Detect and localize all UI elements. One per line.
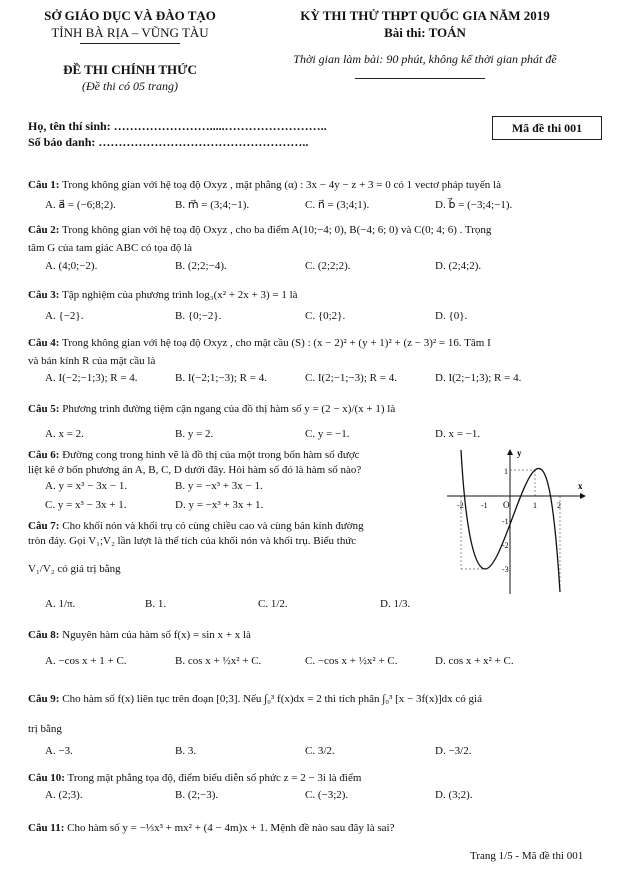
x-axis-label: x [578, 481, 583, 491]
question-text-cont: trị bằng [28, 723, 62, 735]
question-text: Nguyên hàm của hàm số f(x) = sin x + x là [62, 629, 251, 641]
exam-code-box [492, 116, 602, 140]
question-label: Câu 5: [28, 403, 60, 415]
subject-label: Bài thi: TOÁN [384, 25, 466, 40]
option[interactable]: B. I(−2;1;−3); R = 4. [175, 372, 267, 384]
province-name: TỈNH BÀ RỊA – VŨNG TÀU [51, 25, 209, 40]
question-text-cont: tròn đáy. Gọi V₁;V₂ lần lượt là thể tích của khối nón và khối trụ. Biểu thức [28, 535, 357, 547]
question-text: Trong mặt phẳng tọa độ, điểm biểu diễn số phức z = 2 − 3i là điểm [67, 772, 362, 784]
option[interactable]: C. I(2;−1;−3); R = 4. [305, 372, 397, 384]
option[interactable]: A. I(−2;−1;3); R = 4. [45, 372, 138, 384]
tick-label: -2 [457, 501, 464, 510]
question-7 [28, 519, 364, 533]
question-6 [28, 448, 360, 462]
tick-label: -1 [502, 517, 509, 526]
question-2 [28, 223, 491, 237]
question-label: Câu 9: [28, 693, 60, 705]
option[interactable]: D. x = −1. [435, 428, 481, 440]
tick-label: 2 [557, 501, 561, 510]
question-text: Phương trình đường tiệm cận ngang của đồ thị hàm số y = (2 − x)/(x + 1) là [62, 403, 396, 415]
option[interactable]: A. −3. [45, 745, 73, 757]
option[interactable]: D. cos x + x² + C. [435, 655, 514, 667]
option[interactable]: C. 1/2. [258, 598, 288, 610]
question-text: Trong không gian với hệ toạ độ Oxyz , mặt phẳng (α) : 3x − 4y − z + 3 = 0 có 1 vectơ pháp tuyến là [62, 179, 501, 191]
tick-label: -2 [502, 541, 509, 550]
option[interactable]: D. (2;4;2). [435, 260, 482, 272]
option[interactable]: D. 1/3. [380, 598, 411, 610]
question-label: Câu 1: [28, 179, 60, 191]
question-text: Cho hàm số f(x) liên tục trên đoạn [0;3]. Nếu ∫₀³ f(x)dx = 2 thì tích phân ∫₀³ [x − 3f(x)]dx có giá [62, 693, 482, 705]
option[interactable]: C. (2;2;2). [305, 260, 351, 272]
option[interactable]: A. (2;3). [45, 789, 83, 801]
option[interactable]: C. {0;2}. [305, 310, 346, 322]
question-11 [28, 821, 394, 835]
question-text-cont: và bán kính R của mặt cầu là [28, 355, 156, 367]
option[interactable]: C. n⃗ = (3;4;1). [305, 199, 370, 211]
tick-label: -3 [502, 565, 509, 574]
option[interactable]: C. y = x³ − 3x + 1. [45, 499, 127, 511]
question-text: Tập nghiệm của phương trình log₃(x² + 2x + 3) = 1 là [62, 289, 298, 301]
option[interactable]: A. a⃗ = (−6;8;2). [45, 199, 116, 211]
department-name: SỞ GIÁO DỤC VÀ ĐÀO TẠO [44, 8, 216, 23]
question-text-cont: V₁/V₂ có giá trị bằng [28, 563, 121, 575]
tick-label: O [503, 500, 510, 510]
student-name-field: Họ, tên thí sinh: …………………….....…………………….. [28, 119, 327, 133]
question-8 [28, 628, 251, 642]
option[interactable]: D. I(2;−1;3); R = 4. [435, 372, 522, 384]
question-text-cont: tâm G của tam giác ABC có tọa độ là [28, 242, 193, 254]
question-text: Cho khối nón và khối trụ có cùng chiều cao và cùng bán kính đường [62, 520, 364, 532]
question-text-cont: liệt kê ở bốn phương án A, B, C, D dưới đây. Hỏi hàm số đó là hàm số nào? [28, 464, 362, 476]
option[interactable]: C. 3/2. [305, 745, 335, 757]
option[interactable]: B. (2;2;−4). [175, 260, 227, 272]
option[interactable]: C. −cos x + ½x² + C. [305, 655, 398, 667]
option[interactable]: B. y = 2. [175, 428, 214, 440]
option[interactable]: A. {−2}. [45, 310, 84, 322]
tick-label: 1 [533, 501, 537, 510]
option[interactable]: B. cos x + ½x² + C. [175, 655, 262, 667]
question-3 [28, 288, 298, 302]
option[interactable]: B. (2;−3). [175, 789, 219, 801]
option[interactable]: A. 1/π. [45, 598, 76, 610]
option[interactable]: A. x = 2. [45, 428, 84, 440]
exam-code: Mã đề thi 001 [511, 121, 583, 135]
option[interactable]: D. y = −x³ + 3x + 1. [175, 499, 264, 511]
cubic-graph [445, 442, 595, 597]
question-5 [28, 402, 395, 416]
option[interactable]: C. y = −1. [305, 428, 350, 440]
option[interactable]: B. 1. [145, 598, 167, 610]
student-id-field: Số báo danh: …………………………………………….. [28, 135, 309, 149]
official-label: ĐỀ THI CHÍNH THỨC [63, 62, 197, 77]
header-underline [80, 43, 180, 44]
question-label: Câu 11: [28, 822, 65, 834]
pages-note: (Đề thi có 05 trang) [82, 79, 178, 93]
option[interactable]: D. −3/2. [435, 745, 472, 757]
option[interactable]: C. (−3;2). [305, 789, 349, 801]
option[interactable]: B. {0;−2}. [175, 310, 222, 322]
exam-title: KỲ THI THỬ THPT QUỐC GIA NĂM 2019 [300, 8, 550, 23]
question-label: Câu 7: [28, 520, 60, 532]
option[interactable]: A. −cos x + 1 + C. [45, 655, 127, 667]
option[interactable]: B. m⃗ = (3;4;−1). [175, 199, 250, 211]
question-4 [28, 336, 491, 350]
question-10 [28, 771, 361, 785]
option[interactable]: B. y = −x³ + 3x − 1. [175, 480, 263, 492]
question-label: Câu 8: [28, 629, 60, 641]
y-axis-label: y [517, 448, 522, 458]
time-underline [355, 78, 485, 79]
question-text: Cho hàm số y = −⅓x³ + mx² + (4 − 4m)x + 1. Mệnh đề nào sau đây là sai? [67, 822, 395, 834]
option[interactable]: D. (3;2). [435, 789, 473, 801]
question-label: Câu 4: [28, 337, 60, 349]
question-text: Trong không gian với hệ toạ độ Oxyz , cho mặt cầu (S) : (x − 2)² + (y + 1)² + (z − 3)² = 16. Tâm I [62, 337, 491, 349]
page-footer: Trang 1/5 - Mã đề thi 001 [470, 850, 584, 862]
question-text: Đường cong trong hình vẽ là đồ thị của một trong bốn hàm số được [62, 449, 360, 461]
option[interactable]: D. {0}. [435, 310, 468, 322]
tick-label: -1 [481, 501, 488, 510]
option[interactable]: B. 3. [175, 745, 197, 757]
time-label: Thời gian làm bài: 90 phút, không kể thời gian phát đề [293, 52, 557, 66]
option[interactable]: D. b⃗ = (−3;4;−1). [435, 199, 513, 211]
question-label: Câu 2: [28, 224, 60, 236]
question-label: Câu 6: [28, 449, 60, 461]
tick-label: 1 [504, 467, 508, 476]
question-9 [28, 692, 482, 706]
option[interactable]: A. y = x³ − 3x − 1. [45, 480, 128, 492]
question-1 [28, 178, 501, 192]
question-text: Trong không gian với hệ toạ độ Oxyz , cho ba điểm A(10;−4; 0), B(−4; 6; 0) và C(0; 4; 6) . Trọng [62, 224, 492, 236]
question-label: Câu 3: [28, 289, 60, 301]
option[interactable]: A. (4;0;−2). [45, 260, 98, 272]
question-label: Câu 10: [28, 772, 65, 784]
